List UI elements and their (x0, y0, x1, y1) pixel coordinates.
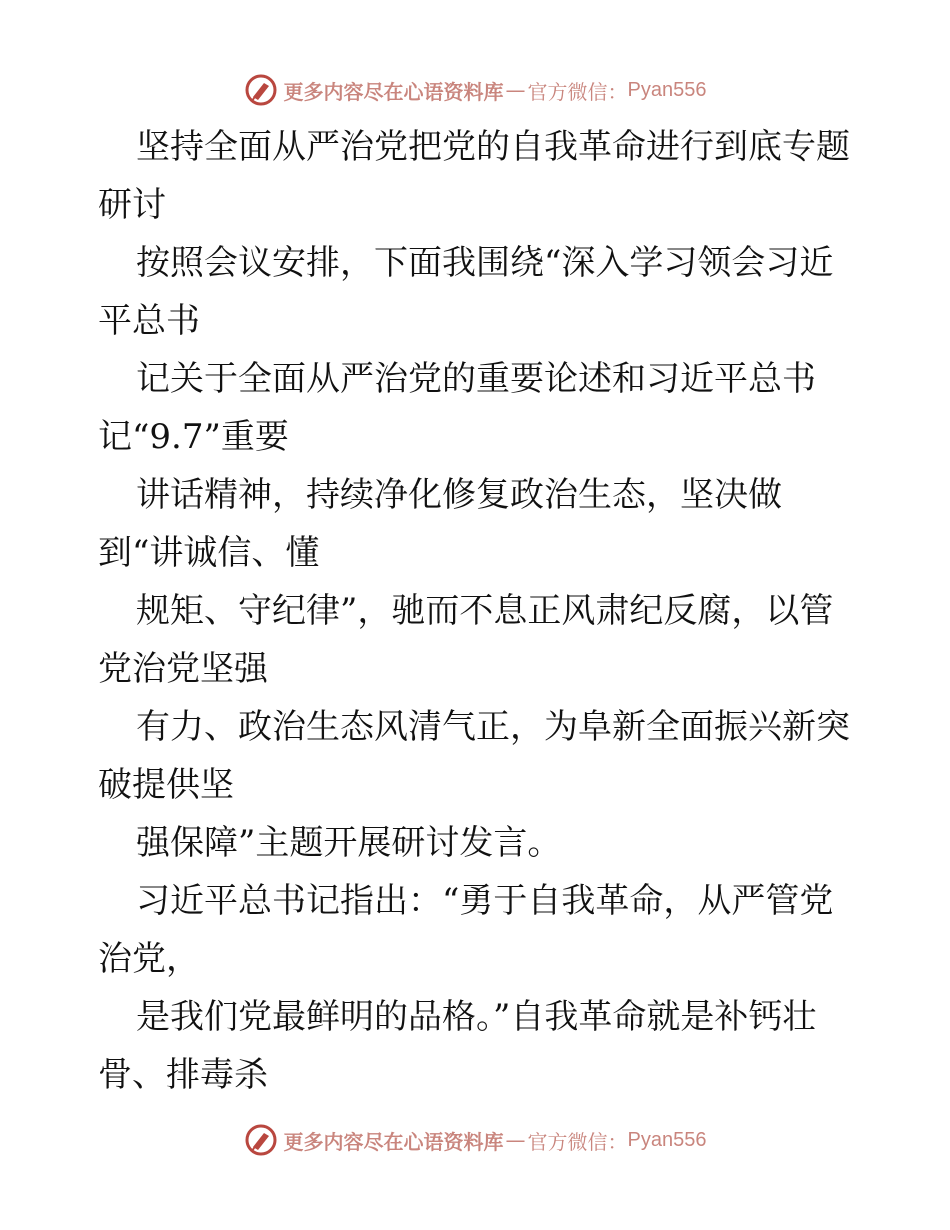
watermark-text: 更多内容尽在心语资料库 (283, 79, 504, 104)
document-body (98, 118, 858, 1104)
pen-nib-logo-icon (244, 1123, 278, 1157)
text-line: 破提供坚 (98, 765, 234, 805)
text-line: 强保障”主题开展研讨发言。 (136, 823, 562, 863)
pen-nib-logo-icon (244, 73, 278, 107)
text-line: 到“讲诚信、懂 (98, 533, 320, 573)
footer-watermark (0, 1120, 950, 1160)
watermark-dash: — (505, 78, 526, 102)
watermark-wechat-id: Pyan556 (627, 1128, 707, 1151)
watermark-text: 更多内容尽在心语资料库 (283, 1129, 504, 1154)
text-line: 骨、排毒杀 (98, 1055, 268, 1095)
watermark-wechat-label: 官方微信： (527, 79, 628, 104)
text-line: 按照会议安排，下面我围绕“深入学习领会习近 (136, 243, 834, 283)
watermark-wechat-id: Pyan556 (627, 78, 707, 101)
text-line: 党治党坚强 (98, 649, 268, 689)
text-line: 记“9.7”重要 (98, 417, 289, 457)
text-line: 治党， (98, 939, 200, 979)
watermark-wechat-label: 官方微信： (527, 1129, 628, 1154)
text-line: 平总书 (98, 301, 200, 341)
text-line: 规矩、守纪律”，驰而不息正风肃纪反腐，以管 (136, 591, 834, 631)
header-watermark (0, 70, 950, 110)
text-line: 是我们党最鲜明的品格。”自我革命就是补钙壮 (136, 997, 817, 1037)
text-line: 研讨 (98, 185, 166, 225)
text-line: 有力、政治生态风清气正，为阜新全面振兴新突 (136, 707, 850, 747)
text-line: 记关于全面从严治党的重要论述和习近平总书 (136, 359, 816, 399)
text-line: 坚持全面从严治党把党的自我革命进行到底专题 (136, 127, 850, 167)
text-line: 讲话精神，持续净化修复政治生态，坚决做 (136, 475, 782, 515)
text-line: 习近平总书记指出：“勇于自我革命，从严管党 (136, 881, 834, 921)
watermark-dash: — (505, 1128, 526, 1152)
